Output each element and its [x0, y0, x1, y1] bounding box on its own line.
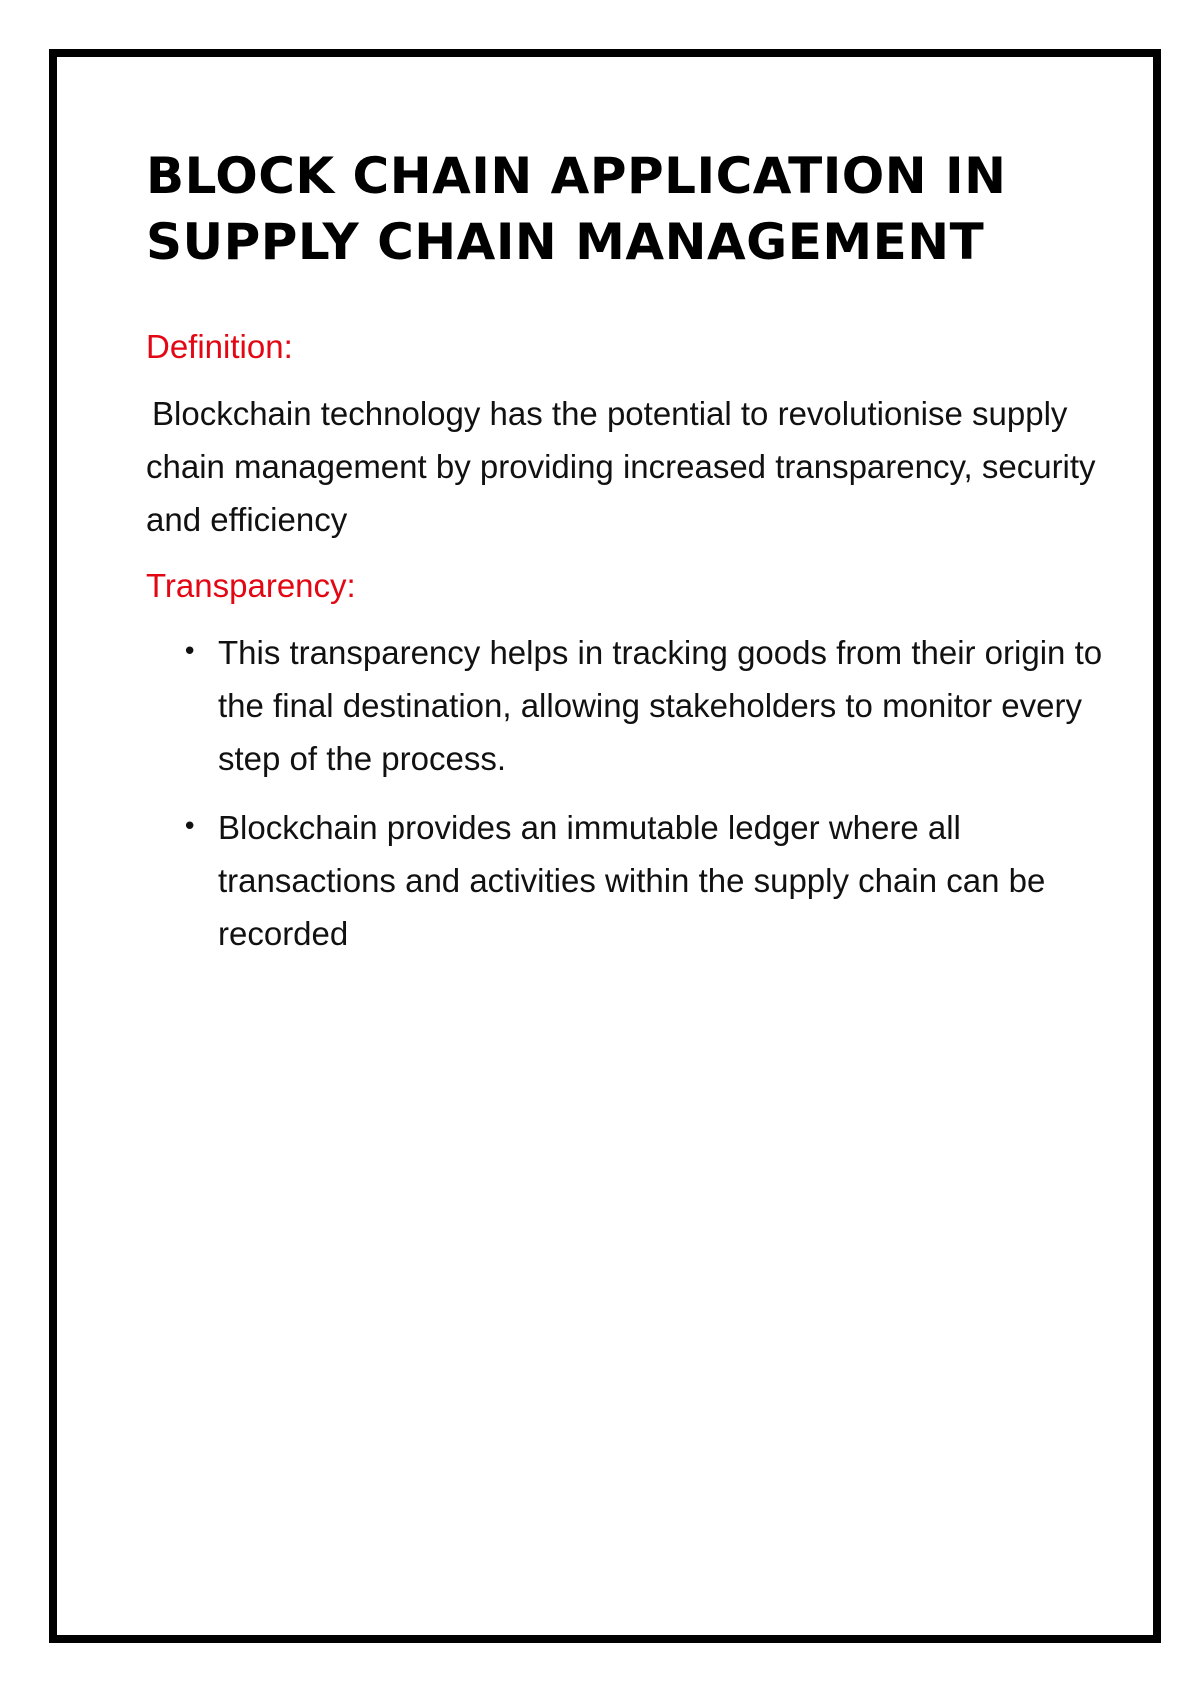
bullet-icon: •: [182, 637, 198, 667]
list-item: [146, 801, 1118, 960]
document-content: [146, 143, 1103, 976]
document-title: BLOCK CHAIN APPLICATION IN SUPPLY CHAIN MANAGEMENT: [146, 147, 1007, 271]
definition-heading: Definition:: [146, 328, 293, 365]
list-item: [146, 626, 1118, 785]
bullet-text: Blockchain provides an immutable ledger where all transactions and activities within the supply chain can be recorded: [218, 809, 1046, 952]
transparency-heading: Transparency:: [146, 567, 356, 604]
bullet-icon: •: [182, 812, 198, 842]
definition-text: Blockchain technology has the potential to revolutionise supply chain management by providing increased transparency, security and efficiency: [146, 395, 1096, 538]
transparency-bullet-list: [146, 626, 1103, 960]
bullet-text: This transparency helps in tracking goods from their origin to the final destination, allowing stakeholders to monitor every step of the process.: [218, 634, 1103, 777]
